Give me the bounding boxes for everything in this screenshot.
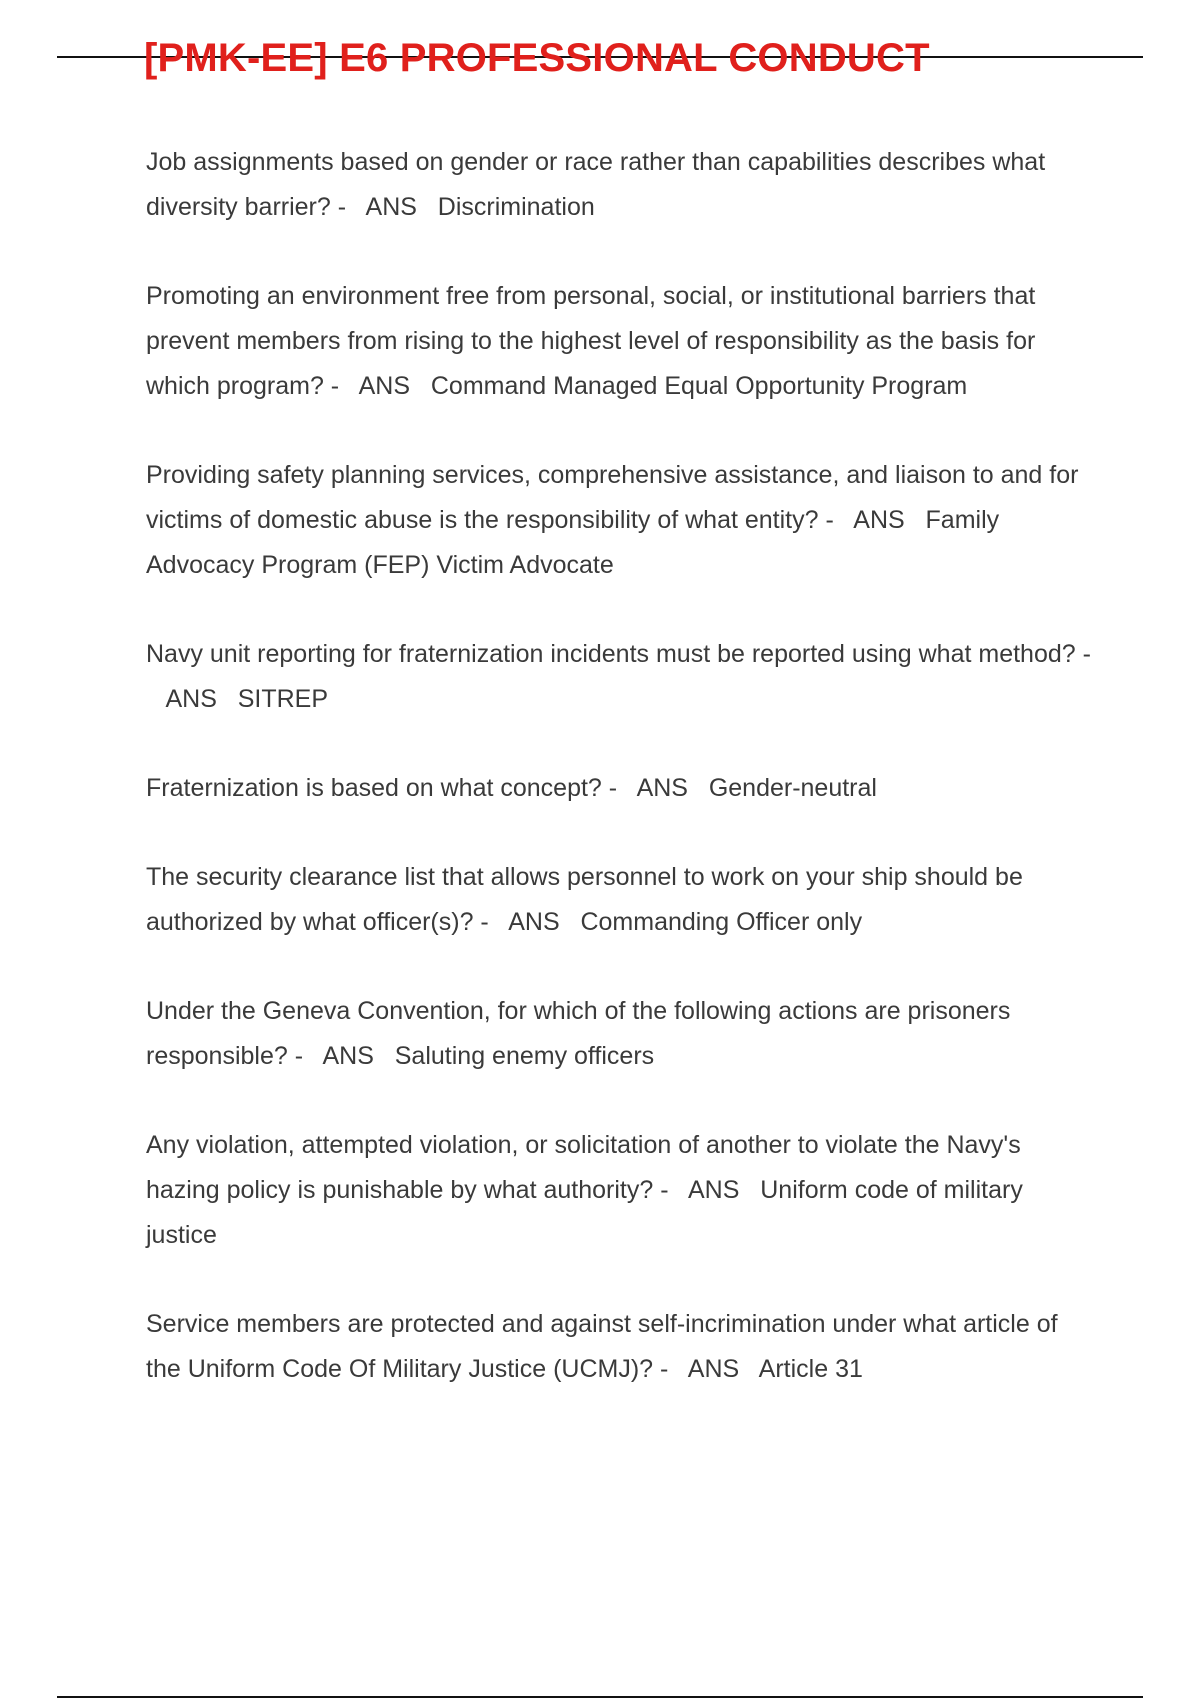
answer-marker: ANS [687,1355,740,1383]
qa-item [146,766,1096,811]
question-text: The security clearance list that allows personnel to work on your ship should be authorized by what officer(s)? - [146,863,1023,936]
question-text: Job assignments based on gender or race rather than capabilities describes what diversity barrier? - [146,148,1046,221]
answer-text: SITREP [237,685,329,713]
answer-marker: ANS [688,1176,740,1204]
question-text: Service members are protected and against self-incrimination under what article of the Uniform Code Of Military Justice (UCMJ)? - [146,1310,1058,1383]
qa-item [146,453,1096,588]
question-text: Fraternization is based on what concept? - [146,774,618,802]
question-text: Under the Geneva Convention, for which of the following actions are prisoners responsible? - [146,997,1011,1070]
answer-text: Article 31 [758,1355,863,1383]
question-text: Any violation, attempted violation, or solicitation of another to violate the Navy's hazing policy is punishable by what authority? - [146,1131,1021,1204]
question-text: Providing safety planning services, comprehensive assistance, and liaison to and for victims of domestic abuse is the responsibility of what entity? - [146,461,1079,534]
qa-item [146,989,1096,1079]
answer-marker: ANS [853,506,905,534]
qa-item [146,1123,1096,1258]
answer-text: Gender-neutral [708,774,877,802]
question-text: Navy unit reporting for fraternization incidents must be reported using what method? - [146,640,1091,668]
answer-marker: ANS [508,908,560,936]
question-text: Promoting an environment free from personal, social, or institutional barriers that prevent members from rising to the highest level of responsibility as the basis for which program? - [146,282,1036,400]
qa-item [146,855,1096,945]
answer-text: Commanding Officer only [580,908,863,936]
qa-list [146,140,1096,1436]
qa-item [146,274,1096,409]
answer-marker: ANS [322,1042,374,1070]
answer-text: Saluting enemy officers [394,1042,655,1070]
answer-marker: ANS [636,774,688,802]
qa-item [146,140,1096,230]
qa-item [146,632,1096,722]
document-title: [PMK-EE] E6 PROFESSIONAL CONDUCT [144,36,930,80]
answer-text: Discrimination [437,193,595,221]
answer-marker: ANS [365,193,417,221]
qa-item [146,1302,1096,1392]
answer-text: Family Advocacy Program (FEP) Victim Advocate [146,506,1000,579]
answer-text: Uniform code of military justice [146,1176,1023,1249]
answer-marker: ANS [165,685,217,713]
answer-marker: ANS [358,372,411,400]
answer-text: Command Managed Equal Opportunity Program [430,372,968,400]
footer-rule [57,1696,1143,1698]
